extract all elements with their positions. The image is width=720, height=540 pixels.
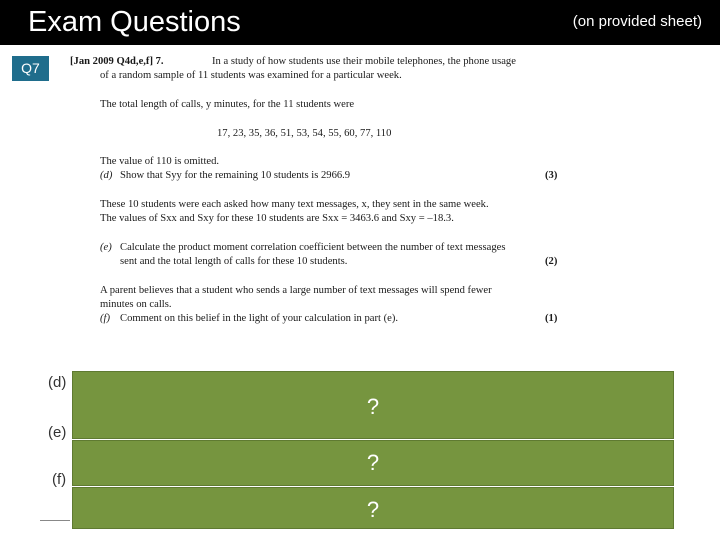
question-line: of a random sample of 11 students was examined for a particular week. xyxy=(100,70,402,81)
call-lengths: 17, 23, 35, 36, 51, 53, 54, 55, 60, 77, 110 xyxy=(217,128,392,139)
question-line: sent and the total length of calls for these 10 students. xyxy=(120,256,348,267)
question-line: minutes on calls. xyxy=(100,299,172,310)
answer-placeholder: ? xyxy=(366,450,380,475)
question-reference: [Jan 2009 Q4d,e,f] 7. xyxy=(70,56,164,67)
answer-reveal-box-3[interactable] xyxy=(72,487,674,529)
question-line: Comment on this belief in the light of your calculation in part (e). xyxy=(120,313,399,324)
question-line: The value of 110 is omitted. xyxy=(100,156,220,167)
question-line: Show that Syy for the remaining 10 students is 2966.9 xyxy=(120,170,351,181)
part-e-label: (e) xyxy=(100,242,112,253)
answer-label-f: (f) xyxy=(52,471,67,488)
question-line: Calculate the product moment correlation coefficient between the number of text messages xyxy=(120,242,506,253)
answer-placeholder: ? xyxy=(366,394,380,419)
marks-e: (2) xyxy=(545,256,558,267)
question-line: A parent believes that a student who sends a large number of text messages will spend fewer xyxy=(100,285,492,296)
answer-reveal-box-2[interactable] xyxy=(72,440,674,486)
answer-reveal-box-1[interactable] xyxy=(72,371,674,439)
answer-label-e: (e) xyxy=(48,424,67,441)
part-d-label: (d) xyxy=(100,170,113,181)
question-badge: Q7 xyxy=(12,56,49,81)
marks-d: (3) xyxy=(545,170,558,181)
marks-f: (1) xyxy=(545,313,558,324)
slide-title: Exam Questions xyxy=(28,6,241,38)
answer-placeholder: ? xyxy=(366,497,380,522)
part-f-label: (f) xyxy=(100,313,110,324)
divider xyxy=(40,520,70,521)
sheet-note: (on provided sheet) xyxy=(572,13,702,30)
slide-header xyxy=(0,0,720,45)
question-line: The values of Sxx and Sxy for these 10 students are Sxx = 3463.6 and Sxy = –18.3. xyxy=(100,213,454,224)
question-line: The total length of calls, y minutes, for the 11 students were xyxy=(100,99,355,110)
question-line: These 10 students were each asked how many text messages, x, they sent in the same week. xyxy=(100,199,489,210)
answer-label-d: (d) xyxy=(48,374,67,391)
question-line: In a study of how students use their mobile telephones, the phone usage xyxy=(212,56,516,67)
